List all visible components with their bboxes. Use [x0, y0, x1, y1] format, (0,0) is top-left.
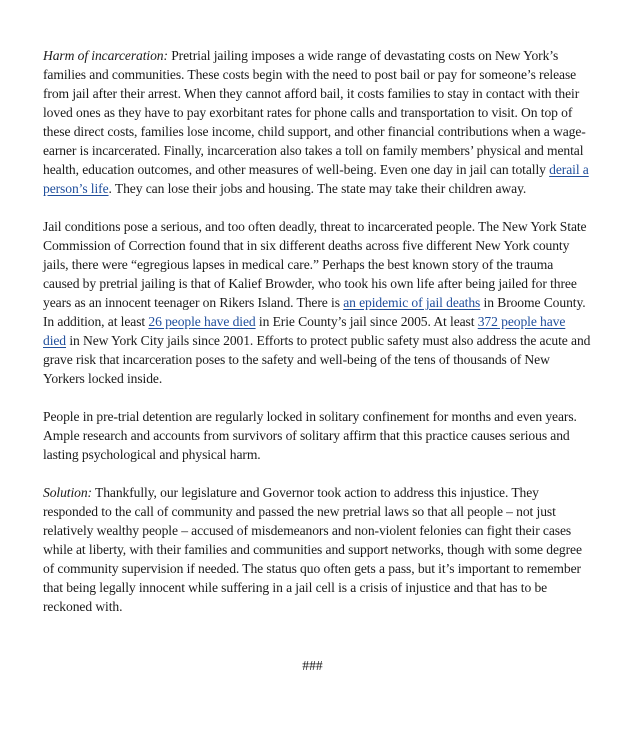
paragraph-text: in Erie County’s jail since 2005. At least [255, 314, 478, 329]
paragraph-text: Pretrial jailing imposes a wide range of devastating costs on New York’s families and communities. These costs begin with the need to post bail or pay for someone’s release from jail after their arrest. When they cannot afford bail, it costs families to stay in contact with their loved ones as they have to pay exorbitant rates for phone calls and transportation to visit. On top of these direct costs, families lose income, child support, and other financial contributions when a wage-earner is incarcerated. Finally, incarceration also takes a toll on family members’ physical and mental health, education outcomes, and other measures of well-being. Even one day in jail can totally [43, 48, 586, 177]
paragraph-solution [43, 483, 591, 616]
paragraph-text: in Broome County. In addition, at least [43, 295, 586, 329]
paragraph-text: People in pre-trial detention are regularly locked in solitary confinement for months and even years. Ample research and accounts from survivors of solitary affirm that this practice causes serious and lasting psychological and physical harm. [43, 409, 577, 462]
paragraph-harm-of-incarceration [43, 46, 591, 198]
link-derail-life[interactable]: derail a person’s life [43, 162, 589, 196]
link-372-people-died[interactable]: 372 people have died [43, 314, 566, 348]
paragraph-text: Thankfully, our legislature and Governor took action to address this injustice. They responded to the call of community and passed the new pretrial laws so that all people – not just relatively wealthy people – accused of misdemeanors and non-violent felonies can fight their cases while at liberty, with their families and communities and support networks, though with some degree of community supervision if needed. The status quo often gets a pass, but it’s important to remember that being legally innocent while suffering in a jail cell is a crisis of injustice and that has to be reckoned with. [43, 485, 582, 614]
paragraph-text: . They can lose their jobs and housing. The state may take their children away. [108, 181, 527, 196]
paragraph-text: in New York City jails since 2001. Efforts to protect public safety must also address the acute and grave risk that incarceration poses to the safety and well-being of the tens of thousands of New Yorkers locked inside. [43, 333, 591, 386]
document-body [43, 46, 591, 635]
paragraph-solitary-confinement [43, 407, 591, 464]
link-epidemic-jail-deaths[interactable]: an epidemic of jail deaths [343, 295, 481, 310]
section-label-solution: Solution: [43, 485, 92, 500]
end-mark: ### [302, 658, 323, 673]
paragraph-text: Jail conditions pose a serious, and too often deadly, threat to incarcerated people. The New York State Commission of Correction found that in six different deaths across five different New York county jails, there were “egregious lapses in medical care.” Perhaps the best known story of the trauma caused by pretrial jailing is that of Kalief Browder, who took his own life after being jailed for three years as an innocent teenager on Rikers Island. There is [43, 219, 587, 310]
link-26-people-died[interactable]: 26 people have died [148, 314, 256, 329]
section-label-harm: Harm of incarceration: [43, 48, 168, 63]
paragraph-jail-conditions [43, 217, 591, 388]
